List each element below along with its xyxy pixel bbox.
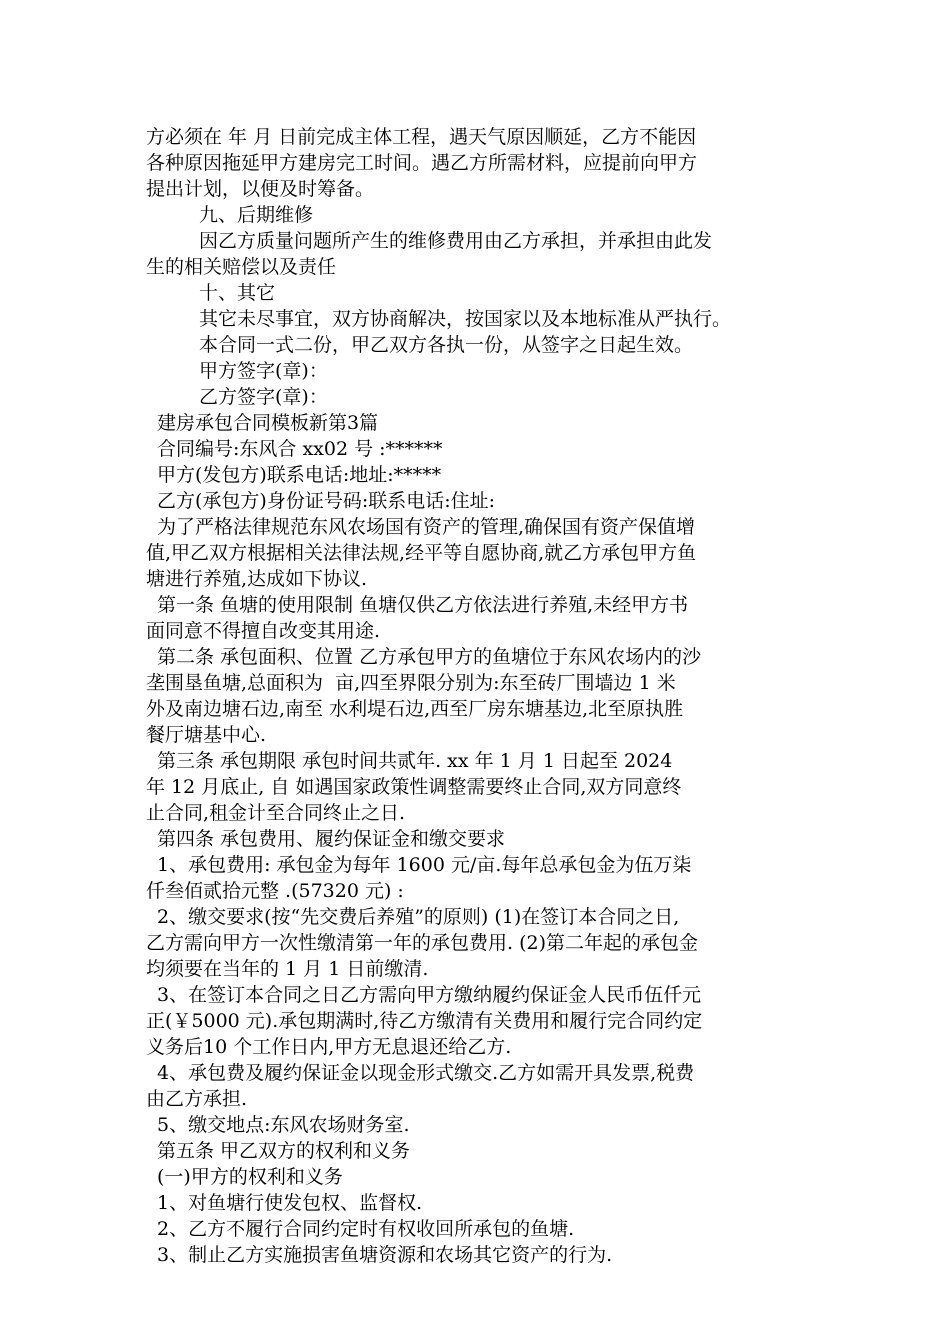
text-line: 年 12 月底止, 自 如遇国家政策性调整需要终止合同,双方同意终	[146, 776, 682, 798]
text-line: 3、在签订本合同之日乙方需向甲方缴纳履约保证金人民币伍仟元	[157, 984, 702, 1006]
text-line: 由乙方承担.	[146, 1088, 248, 1110]
text-line: 垄围垦鱼塘,总面积为 亩,四至界限分别为:东至砖厂围墙边 1 米	[146, 672, 676, 694]
text-line: 3、制止乙方实施损害鱼塘资源和农场其它资产的行为.	[157, 1244, 613, 1266]
text-line: 合同编号:东风合 xx02 号 :******	[157, 438, 443, 460]
text-line: 正(￥5000 元).承包期满时,待乙方缴清有关费用和履行完合同约定	[146, 1010, 703, 1032]
signature-line: 乙方签字(章)：	[199, 386, 328, 408]
text-line: 2、乙方不履行合同约定时有权收回所承包的鱼塘.	[157, 1218, 575, 1240]
text-line: 本合同一式二份，甲乙双方各执一份，从签字之日起生效。	[199, 334, 694, 356]
document-title: 建房承包合同模板新第3篇	[157, 412, 379, 434]
text-line: 值,甲乙双方根据相关法律法规,经平等自愿协商,就乙方承包甲方鱼	[146, 542, 697, 564]
text-line: 其它未尽事宜，双方协商解决，按国家以及本地标准从严执行。	[199, 308, 732, 330]
text-line: 甲方(发包方)联系电话:地址:*****	[157, 464, 442, 486]
text-line: 第一条 鱼塘的使用限制 鱼塘仅供乙方依法进行养殖,未经甲方书	[157, 594, 689, 616]
text-line: (一)甲方的权利和义务	[157, 1166, 343, 1188]
text-line: 1、对鱼塘行使发包权、监督权.	[157, 1192, 423, 1214]
text-line: 第五条 甲乙双方的权利和义务	[157, 1140, 411, 1162]
text-line: 第三条 承包期限 承包时间共贰年. xx 年 1 月 1 日起至 2024	[157, 750, 673, 772]
text-line: 因乙方质量问题所产生的维修费用由乙方承担，并承担由此发	[199, 230, 713, 252]
section-heading: 九、后期维修	[199, 204, 314, 226]
text-line: 第二条 承包面积、位置 乙方承包甲方的鱼塘位于东风农场内的沙	[157, 646, 702, 668]
text-line: 方必须在 年 月 日前完成主体工程，遇天气原因顺延，乙方不能因	[146, 126, 697, 148]
text-line: 5、缴交地点:东风农场财务室.	[157, 1114, 410, 1136]
text-line: 乙方需向甲方一次性缴清第一年的承包费用. (2)第二年起的承包金	[146, 932, 698, 954]
section-heading: 十、其它	[199, 282, 276, 304]
text-line: 为了严格法律规范东风农场国有资产的管理,确保国有资产保值增	[157, 516, 696, 538]
text-line: 1、承包费用: 承包金为每年 1600 元/亩.每年总承包金为伍万柒	[157, 854, 692, 876]
text-line: 塘进行养殖,达成如下协议.	[146, 568, 368, 590]
text-line: 4、承包费及履约保证金以现金形式缴交.乙方如需开具发票,税费	[157, 1062, 695, 1084]
text-line: 2、缴交要求(按“先交费后养殖”的原则) (1)在签订本合同之日,	[157, 906, 680, 928]
text-line: 止合同,租金计至合同终止之日.	[146, 802, 406, 824]
text-line: 第四条 承包费用、履约保证金和缴交要求	[157, 828, 506, 850]
text-line: 乙方(承包方)身份证号码:联系电话:住址:	[157, 490, 496, 512]
text-line: 生的相关赔偿以及责任	[146, 256, 337, 278]
text-line: 提出计划，以便及时筹备。	[146, 178, 375, 200]
text-line: 餐厅塘基中心.	[146, 724, 267, 746]
signature-line: 甲方签字(章)：	[199, 360, 328, 382]
text-line: 均须要在当年的 1 月 1 日前缴清.	[146, 958, 429, 980]
text-line: 义务后10 个工作日内,甲方无息退还给乙方.	[146, 1036, 512, 1058]
text-line: 各种原因拖延甲方建房完工时间。遇乙方所需材料，应提前向甲方	[146, 152, 698, 174]
text-line: 仟叁佰贰拾元整 .(57320 元) :	[146, 880, 404, 902]
text-line: 外及南边塘石边,南至 水利堤石边,西至厂房东塘基边,北至原执胜	[146, 698, 684, 720]
text-line: 面同意不得擅自改变其用途.	[146, 620, 381, 642]
